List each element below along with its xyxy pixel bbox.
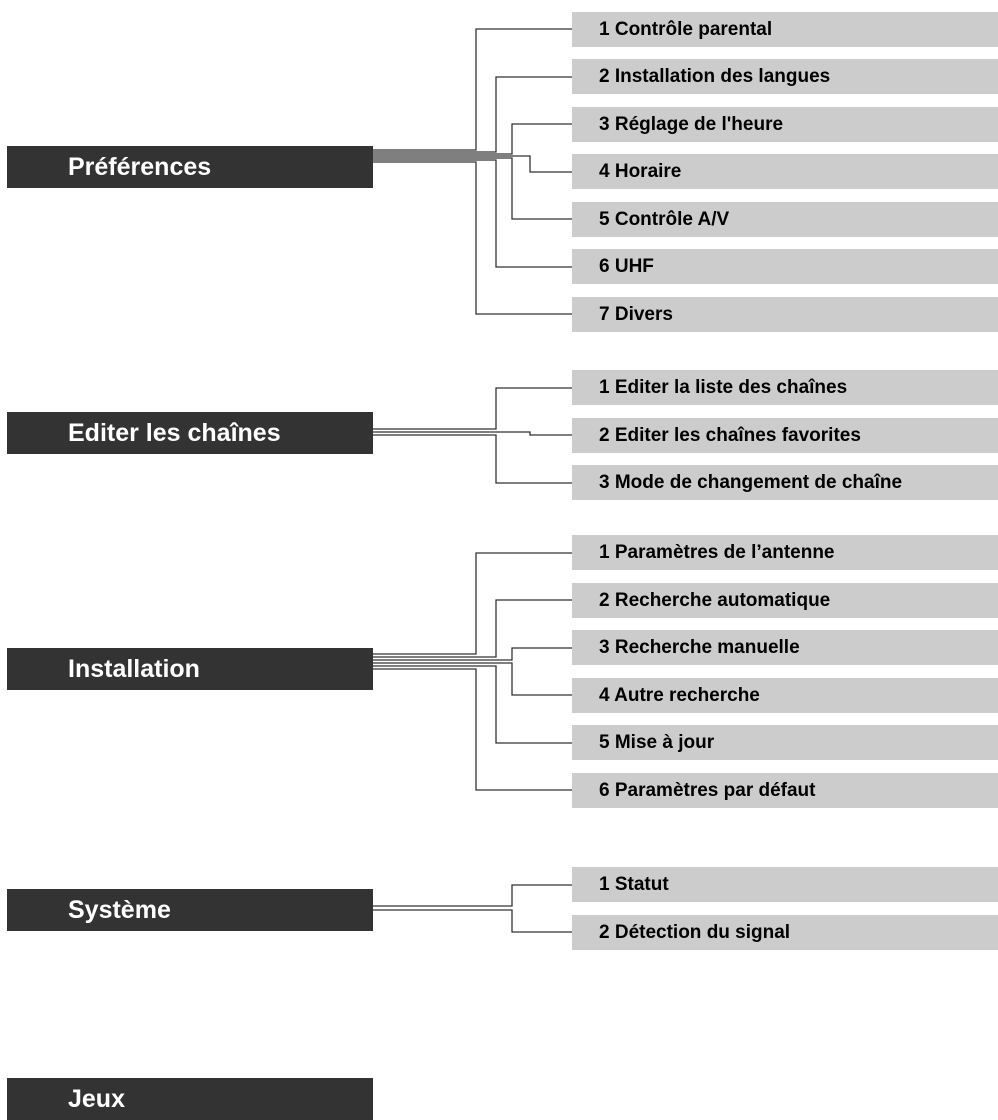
menu-item-uhf[interactable]: 6 UHF xyxy=(572,249,998,284)
menu-item-installation-langues[interactable]: 2 Installation des langues xyxy=(572,59,998,94)
menu-item-mise-a-jour[interactable]: 5 Mise à jour xyxy=(572,725,998,760)
connector-line-2-0 xyxy=(373,553,572,654)
menu-item-mode-changement-chaine[interactable]: 3 Mode de changement de chaîne xyxy=(572,465,998,500)
menu-installation[interactable]: Installation xyxy=(7,648,373,690)
menu-item-parametres-defaut[interactable]: 6 Paramètres par défaut xyxy=(572,773,998,808)
connector-line-0-1 xyxy=(373,77,572,152)
menu-systeme[interactable]: Système xyxy=(7,889,373,931)
menu-item-parametres-antenne[interactable]: 1 Paramètres de l’antenne xyxy=(572,535,998,570)
menu-item-statut[interactable]: 1 Statut xyxy=(572,867,998,902)
connector-line-0-0 xyxy=(373,29,572,150)
menu-item-editer-chaines-favorites[interactable]: 2 Editer les chaînes favorites xyxy=(572,418,998,453)
menu-item-horaire[interactable]: 4 Horaire xyxy=(572,154,998,189)
connector-line-2-3 xyxy=(373,663,572,695)
connector-line-2-5 xyxy=(373,669,572,790)
menu-editer-chaines[interactable]: Editer les chaînes xyxy=(7,412,373,454)
connector-line-1-2 xyxy=(373,435,572,483)
connector-line-0-6 xyxy=(373,162,572,314)
menu-jeux[interactable]: Jeux xyxy=(7,1078,373,1120)
menu-item-recherche-automatique[interactable]: 2 Recherche automatique xyxy=(572,583,998,618)
connector-line-1-0 xyxy=(373,388,572,429)
menu-item-autre-recherche[interactable]: 4 Autre recherche xyxy=(572,678,998,713)
menu-item-recherche-manuelle[interactable]: 3 Recherche manuelle xyxy=(572,630,998,665)
connector-line-0-4 xyxy=(373,158,572,219)
menu-item-detection-signal[interactable]: 2 Détection du signal xyxy=(572,915,998,950)
menu-item-divers[interactable]: 7 Divers xyxy=(572,297,998,332)
menu-item-editer-liste-chaines[interactable]: 1 Editer la liste des chaînes xyxy=(572,370,998,405)
menu-item-reglage-heure[interactable]: 3 Réglage de l'heure xyxy=(572,107,998,142)
menu-preferences[interactable]: Préférences xyxy=(7,146,373,188)
connector-line-3-0 xyxy=(373,885,572,906)
menu-item-controle-parental[interactable]: 1 Contrôle parental xyxy=(572,12,998,47)
connector-line-0-5 xyxy=(373,160,572,267)
menu-item-controle-av[interactable]: 5 Contrôle A/V xyxy=(572,202,998,237)
connector-line-3-1 xyxy=(373,910,572,932)
connector-line-2-4 xyxy=(373,666,572,743)
